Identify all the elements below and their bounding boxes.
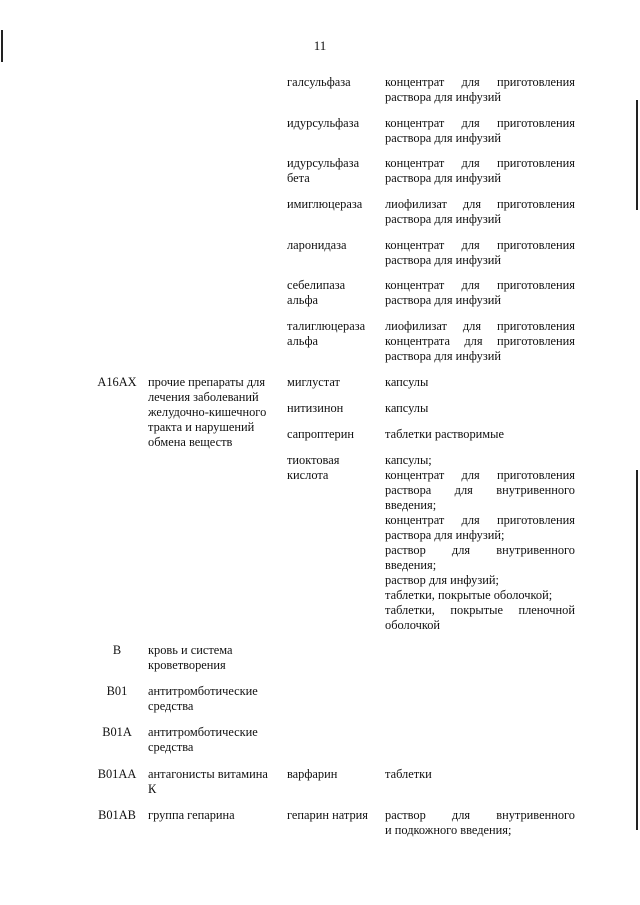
- dosage-forms: [385, 319, 575, 364]
- anatomical-group: антитромботические средства: [148, 725, 258, 754]
- dosage-forms: [385, 401, 575, 416]
- dosage-form-line: концентрат для приготовления: [385, 513, 575, 527]
- substance-name: миглустат: [287, 375, 340, 389]
- atc-code: B01AB: [98, 808, 136, 822]
- substance-name: галсульфаза: [287, 75, 351, 89]
- substance-name: талиглюцераза альфа: [287, 319, 366, 348]
- atc-code: B01AA: [97, 767, 137, 781]
- dosage-form-line: раствор для внутривенного: [385, 543, 575, 557]
- dosage-form-line: лиофилизат для приготовления: [385, 197, 575, 211]
- dosage-forms: [385, 238, 575, 268]
- dosage-form-line: раствора для инфузий: [385, 131, 501, 145]
- dosage-forms: [385, 453, 575, 633]
- anatomical-group: антагонисты витамина К: [148, 767, 268, 796]
- scan-edge-mark-right-bottom: [636, 470, 638, 830]
- dosage-form-line: капсулы: [385, 401, 429, 415]
- dosage-forms: [385, 375, 575, 390]
- dosage-forms: [385, 427, 575, 442]
- atc-code: B01: [106, 684, 128, 698]
- dosage-form-line: концентрат для приготовления: [385, 75, 575, 89]
- anatomical-group: группа гепарина: [148, 808, 235, 822]
- dosage-form-line: концентрат для приготовления: [385, 116, 575, 130]
- dosage-form-line: введения;: [385, 558, 437, 572]
- substance-name: ларонидаза: [287, 238, 347, 252]
- dosage-form-line: раствора для внутривенного: [385, 483, 575, 497]
- dosage-form-line: раствор для внутривенного: [385, 808, 575, 822]
- atc-code: B01A: [102, 725, 132, 739]
- dosage-form-line: раствор для инфузий;: [385, 573, 499, 587]
- dosage-form-line: лиофилизат для приготовления: [385, 319, 575, 333]
- dosage-form-line: оболочкой: [385, 618, 441, 632]
- anatomical-group: антитромботические средства: [148, 684, 258, 713]
- anatomical-group: кровь и система кроветворения: [148, 643, 233, 672]
- substance-name: нитизинон: [287, 401, 344, 415]
- dosage-form-line: капсулы;: [385, 453, 432, 467]
- dosage-forms: [385, 767, 575, 782]
- dosage-form-line: раствора для инфузий: [385, 293, 501, 307]
- scan-edge-mark-right-top: [636, 100, 638, 210]
- dosage-form-line: таблетки, покрытые оболочкой;: [385, 588, 553, 602]
- dosage-form-line: концентрат для приготовления: [385, 238, 575, 252]
- dosage-form-line: капсулы: [385, 375, 429, 389]
- substance-name: себелипаза альфа: [287, 278, 346, 307]
- dosage-forms: [385, 278, 575, 308]
- substance-name: варфарин: [287, 767, 338, 781]
- dosage-forms: [385, 197, 575, 227]
- dosage-form-line: концентрата для приготовления: [385, 334, 575, 348]
- dosage-forms: [385, 116, 575, 146]
- dosage-form-line: введения;: [385, 498, 437, 512]
- dosage-forms: [385, 156, 575, 186]
- anatomical-group: прочие препараты для лечения заболеваний желудочно-кишечного тракта и нарушений обмена веществ: [148, 375, 267, 449]
- dosage-form-line: и подкожного введения;: [385, 823, 512, 837]
- substance-name: имиглюцераза: [287, 197, 363, 211]
- dosage-form-line: таблетки: [385, 767, 432, 781]
- page-number: 11: [313, 38, 327, 53]
- atc-code: A16AX: [97, 375, 137, 389]
- dosage-forms: [385, 808, 575, 838]
- substance-name: идурсульфаза бета: [287, 156, 360, 185]
- dosage-form-line: раствора для инфузий: [385, 349, 501, 363]
- dosage-form-line: концентрат для приготовления: [385, 278, 575, 292]
- substance-name: идурсульфаза: [287, 116, 360, 130]
- dosage-form-line: раствора для инфузий: [385, 212, 501, 226]
- atc-code: B: [112, 643, 122, 657]
- dosage-form-line: таблетки растворимые: [385, 427, 504, 441]
- dosage-form-line: таблетки, покрытые пленочной: [385, 603, 575, 617]
- dosage-form-line: раствора для инфузий;: [385, 528, 505, 542]
- substance-name: тиоктовая кислота: [287, 453, 340, 482]
- dosage-form-line: раствора для инфузий: [385, 90, 501, 104]
- dosage-form-line: концентрат для приготовления: [385, 468, 575, 482]
- substance-name: сапроптерин: [287, 427, 355, 441]
- dosage-form-line: раствора для инфузий: [385, 171, 501, 185]
- dosage-form-line: концентрат для приготовления: [385, 156, 575, 170]
- dosage-forms: [385, 75, 575, 105]
- substance-name: гепарин натрия: [287, 808, 369, 822]
- dosage-form-line: раствора для инфузий: [385, 253, 501, 267]
